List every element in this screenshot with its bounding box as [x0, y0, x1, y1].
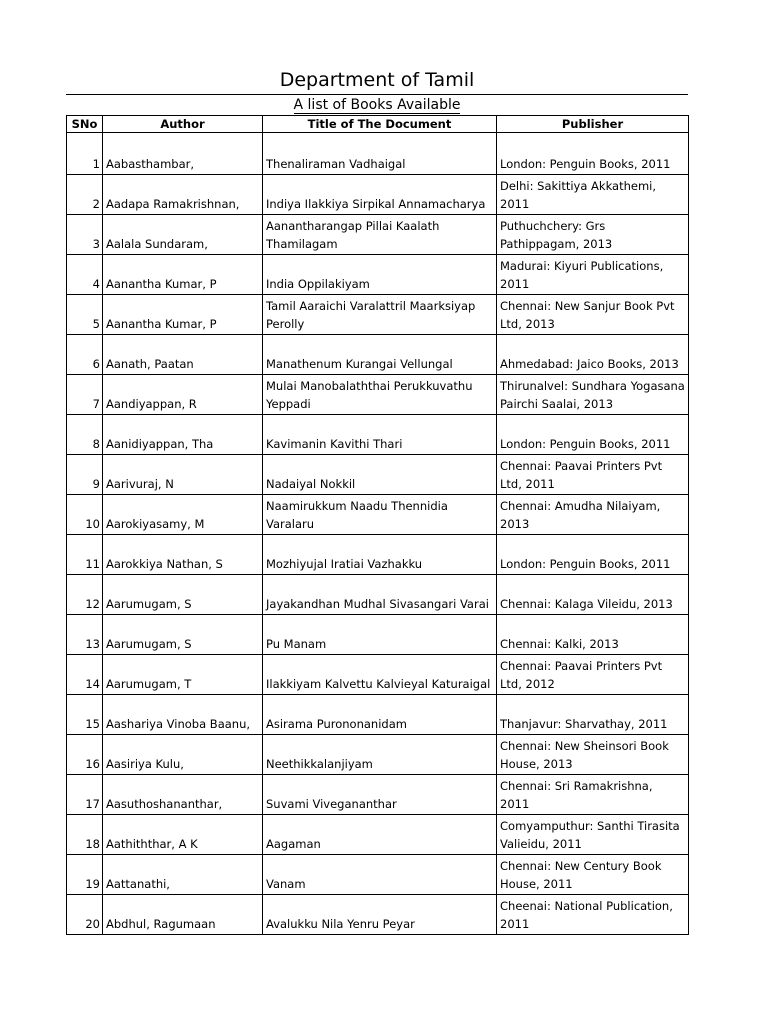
- cell-title: Aanantharangap Pillai Kaalath Thamilagam: [263, 215, 497, 255]
- table-row: [67, 655, 689, 695]
- cell-sno: 17: [67, 775, 103, 815]
- cell-sno: 15: [67, 695, 103, 735]
- cell-publisher: Puthuchchery: Grs Pathippagam, 2013: [497, 215, 689, 255]
- table-row: [67, 335, 689, 375]
- table-body: [67, 133, 689, 935]
- cell-publisher: Chennai: New Sanjur Book Pvt Ltd, 2013: [497, 295, 689, 335]
- cell-sno: 7: [67, 375, 103, 415]
- cell-publisher: Thanjavur: Sharvathay, 2011: [497, 695, 689, 735]
- cell-sno: 20: [67, 895, 103, 935]
- cell-author: Aalala Sundaram,: [103, 215, 263, 255]
- cell-sno: 18: [67, 815, 103, 855]
- cell-title: Tamil Aaraichi Varalattril Maarksiyap Perolly: [263, 295, 497, 335]
- cell-publisher: Chennai: Kalaga Vileidu, 2013: [497, 575, 689, 615]
- cell-author: Aandiyappan, R: [103, 375, 263, 415]
- table-row: [67, 215, 689, 255]
- cell-title: Mozhiyujal Iratiai Vazhakku: [263, 535, 497, 575]
- cell-publisher: Chennai: Amudha Nilaiyam, 2013: [497, 495, 689, 535]
- cell-author: Aanath, Paatan: [103, 335, 263, 375]
- table-row: [67, 255, 689, 295]
- cell-publisher: Comyamputhur: Santhi Tirasita Valieidu, 2011: [497, 815, 689, 855]
- cell-sno: 11: [67, 535, 103, 575]
- cell-publisher: Delhi: Sakittiya Akkathemi, 2011: [497, 175, 689, 215]
- cell-publisher: London: Penguin Books, 2011: [497, 535, 689, 575]
- cell-title: Naamirukkum Naadu Thennidia Varalaru: [263, 495, 497, 535]
- books-table: [66, 115, 689, 935]
- cell-publisher: Cheenai: National Publication, 2011: [497, 895, 689, 935]
- table-row: [67, 535, 689, 575]
- document-subtitle: [66, 95, 688, 115]
- cell-author: Aanantha Kumar, P: [103, 295, 263, 335]
- cell-sno: 13: [67, 615, 103, 655]
- cell-author: Aarokkiya Nathan, S: [103, 535, 263, 575]
- cell-author: Aathiththar, A K: [103, 815, 263, 855]
- cell-publisher: Chennai: New Century Book House, 2011: [497, 855, 689, 895]
- cell-title: India Oppilakiyam: [263, 255, 497, 295]
- cell-title: Neethikkalanjiyam: [263, 735, 497, 775]
- cell-title: Indiya Ilakkiya Sirpikal Annamacharya: [263, 175, 497, 215]
- cell-author: Aabasthambar,: [103, 133, 263, 175]
- column-header-publisher: Publisher: [497, 116, 689, 133]
- cell-author: Abdhul, Ragumaan: [103, 895, 263, 935]
- cell-author: Aarumugam, T: [103, 655, 263, 695]
- cell-sno: 10: [67, 495, 103, 535]
- cell-author: Aashariya Vinoba Baanu,: [103, 695, 263, 735]
- cell-sno: 6: [67, 335, 103, 375]
- cell-author: Aarumugam, S: [103, 615, 263, 655]
- cell-sno: 14: [67, 655, 103, 695]
- cell-author: Aarivuraj, N: [103, 455, 263, 495]
- table-row: [67, 133, 689, 175]
- cell-author: Aadapa Ramakrishnan,: [103, 175, 263, 215]
- table-row: [67, 415, 689, 455]
- cell-title: Ilakkiyam Kalvettu Kalvieyal Katuraigal: [263, 655, 497, 695]
- cell-title: Aagaman: [263, 815, 497, 855]
- cell-title: Manathenum Kurangai Vellungal: [263, 335, 497, 375]
- cell-author: Aarumugam, S: [103, 575, 263, 615]
- cell-sno: 19: [67, 855, 103, 895]
- cell-publisher: Chennai: Paavai Printers Pvt Ltd, 2011: [497, 455, 689, 495]
- cell-publisher: Chennai: Kalki, 2013: [497, 615, 689, 655]
- cell-sno: 12: [67, 575, 103, 615]
- cell-sno: 1: [67, 133, 103, 175]
- cell-publisher: Chennai: Sri Ramakrishna, 2011: [497, 775, 689, 815]
- cell-sno: 4: [67, 255, 103, 295]
- cell-author: Aasiriya Kulu,: [103, 735, 263, 775]
- cell-title: Vanam: [263, 855, 497, 895]
- cell-publisher: London: Penguin Books, 2011: [497, 133, 689, 175]
- cell-sno: 5: [67, 295, 103, 335]
- document-title: Department of Tamil: [66, 66, 688, 95]
- cell-author: Aanidiyappan, Tha: [103, 415, 263, 455]
- cell-author: Aarokiyasamy, M: [103, 495, 263, 535]
- cell-title: Thenaliraman Vadhaigal: [263, 133, 497, 175]
- cell-publisher: Thirunalvel: Sundhara Yogasana Pairchi Saalai, 2013: [497, 375, 689, 415]
- table-row: [67, 615, 689, 655]
- cell-title: Asirama Purononanidam: [263, 695, 497, 735]
- cell-publisher: Chennai: New Sheinsori Book House, 2013: [497, 735, 689, 775]
- cell-title: Pu Manam: [263, 615, 497, 655]
- cell-title: Avalukku Nila Yenru Peyar: [263, 895, 497, 935]
- table-row: [67, 735, 689, 775]
- table-row: [67, 695, 689, 735]
- cell-author: Aasuthoshananthar,: [103, 775, 263, 815]
- cell-publisher: Madurai: Kiyuri Publications, 2011: [497, 255, 689, 295]
- table-row: [67, 775, 689, 815]
- column-header-title: Title of The Document: [263, 116, 497, 133]
- cell-sno: 9: [67, 455, 103, 495]
- cell-title: Jayakandhan Mudhal Sivasangari Varai: [263, 575, 497, 615]
- cell-author: Aattanathi,: [103, 855, 263, 895]
- cell-publisher: Ahmedabad: Jaico Books, 2013: [497, 335, 689, 375]
- cell-title: Suvami Vivegananthar: [263, 775, 497, 815]
- subtitle-text: A list of Books Available: [293, 97, 461, 113]
- table-row: [67, 815, 689, 855]
- table-row: [67, 495, 689, 535]
- table-row: [67, 895, 689, 935]
- cell-sno: 8: [67, 415, 103, 455]
- cell-title: Nadaiyal Nokkil: [263, 455, 497, 495]
- table-row: [67, 575, 689, 615]
- table-row: [67, 295, 689, 335]
- cell-sno: 3: [67, 215, 103, 255]
- table-row: [67, 175, 689, 215]
- cell-title: Kavimanin Kavithi Thari: [263, 415, 497, 455]
- column-header-sno: SNo: [67, 116, 103, 133]
- table-row: [67, 375, 689, 415]
- column-header-author: Author: [103, 116, 263, 133]
- cell-publisher: London: Penguin Books, 2011: [497, 415, 689, 455]
- cell-title: Mulai Manobalaththai Perukkuvathu Yeppadi: [263, 375, 497, 415]
- cell-sno: 16: [67, 735, 103, 775]
- table-header-row: [67, 116, 689, 133]
- cell-publisher: Chennai: Paavai Printers Pvt Ltd, 2012: [497, 655, 689, 695]
- table-row: [67, 455, 689, 495]
- table-row: [67, 855, 689, 895]
- cell-author: Aanantha Kumar, P: [103, 255, 263, 295]
- cell-sno: 2: [67, 175, 103, 215]
